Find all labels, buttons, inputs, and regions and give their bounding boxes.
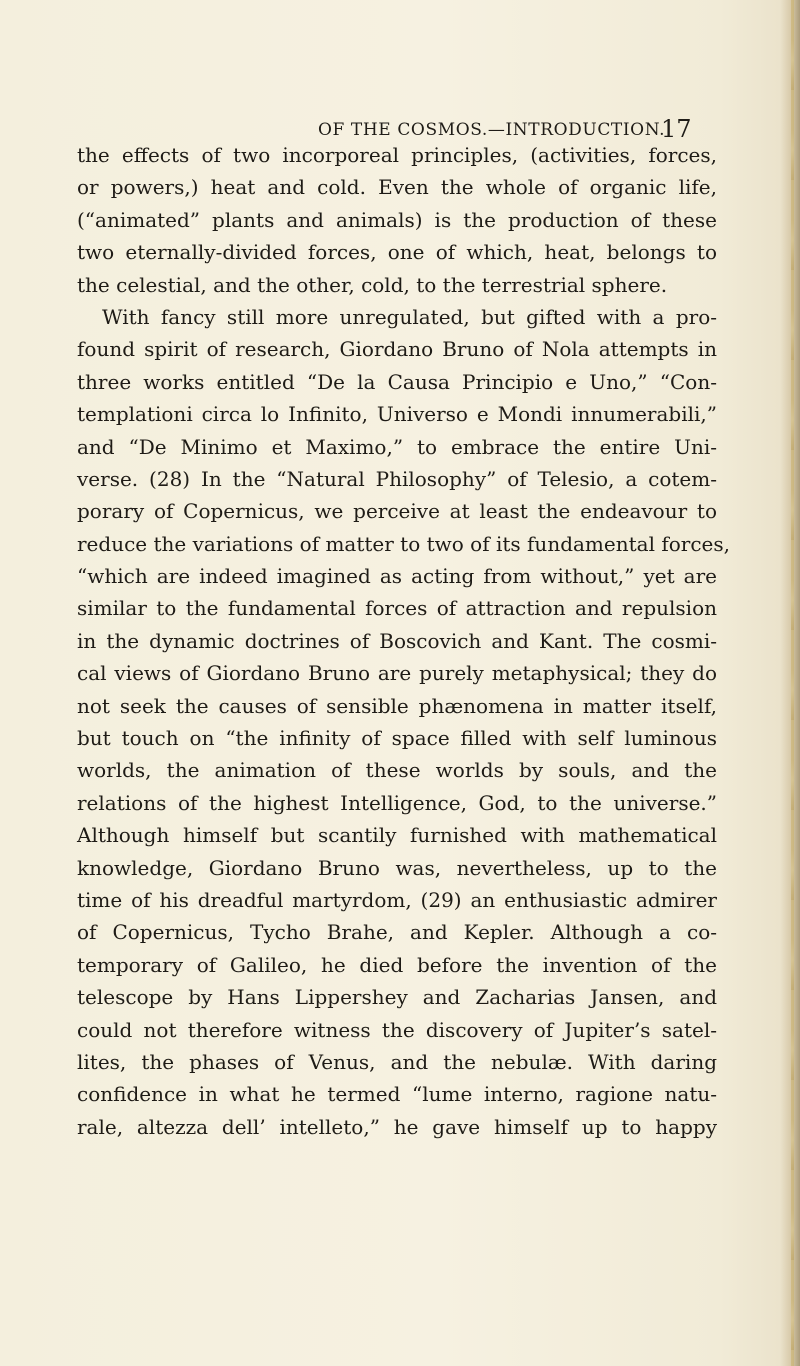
text-line: in the dynamic doctrines of Boscovich and Kant. The cosmi- (77, 628, 717, 653)
text-line: verse. (28) In the “Natural Philosophy” of Telesio, a cotem- (77, 466, 717, 491)
text-line: but touch on “the infinity of space filled with self luminous (77, 726, 717, 751)
text-line: worlds, the animation of these worlds by souls, and the (77, 758, 717, 783)
text-line: porary of Copernicus, we perceive at least the endeavour to (77, 499, 717, 524)
text-line: similar to the fundamental forces of attraction and repulsion (77, 596, 717, 621)
text-line: templationi circa lo Infinito, Universo e Mondi innumerabili,” (77, 402, 717, 427)
text-line: or powers,) heat and cold. Even the whole of organic life, (77, 175, 717, 200)
body-text (77, 139, 730, 1143)
text-line: reduce the variations of matter to two of its fundamental forces, (77, 531, 730, 556)
running-head: OF THE COSMOS.—INTRODUCTION. (318, 120, 666, 140)
text-line: knowledge, Giordano Bruno was, nevertheless, up to the (77, 855, 717, 880)
page-edge-shadow (780, 0, 800, 1366)
text-line: relations of the highest Intelligence, God, to the universe.” (77, 790, 717, 815)
text-line: (“animated” plants and animals) is the production of these (77, 207, 717, 232)
text-line: Although himself but scantily furnished with mathematical (77, 823, 717, 848)
text-line: three works entitled “De la Causa Principio e Uno,” “Con- (77, 369, 717, 394)
text-line: “which are indeed imagined as acting from without,” yet are (77, 564, 717, 589)
text-line: lites, the phases of Venus, and the nebulæ. With daring (77, 1049, 717, 1074)
page-edge-gilding (791, 0, 794, 1366)
text-line: the celestial, and the other, cold, to the terrestrial sphere. (77, 272, 668, 297)
text-line: could not therefore witness the discovery of Jupiter’s satel- (77, 1017, 717, 1042)
text-line: time of his dreadful martyrdom, (29) an enthusiastic admirer (77, 887, 717, 912)
text-line: and “De Minimo et Maximo,” to embrace the entire Uni- (77, 434, 717, 459)
text-line: cal views of Giordano Bruno are purely metaphysical; they do (77, 661, 717, 686)
text-line: the effects of two incorporeal principles, (activities, forces, (77, 143, 717, 167)
text-line: With fancy still more unregulated, but gifted with a pro- (102, 304, 717, 329)
text-line: confidence in what he termed “lume interno, ragione natu- (77, 1082, 717, 1107)
page-number: 17 (661, 115, 692, 143)
text-line: two eternally-divided forces, one of which, heat, belongs to (77, 240, 717, 265)
text-line: of Copernicus, Tycho Brahe, and Kepler. Although a co- (77, 920, 717, 945)
text-line: not seek the causes of sensible phænomena in matter itself, (77, 693, 717, 718)
text-line: rale, altezza dell’ intelleto,” he gave himself up to happy (77, 1114, 717, 1139)
text-line: telescope by Hans Lippershey and Zacharias Jansen, and (77, 985, 717, 1010)
text-line: found spirit of research, Giordano Bruno of Nola attempts in (77, 337, 717, 362)
text-line: temporary of Galileo, he died before the invention of the (77, 952, 717, 977)
